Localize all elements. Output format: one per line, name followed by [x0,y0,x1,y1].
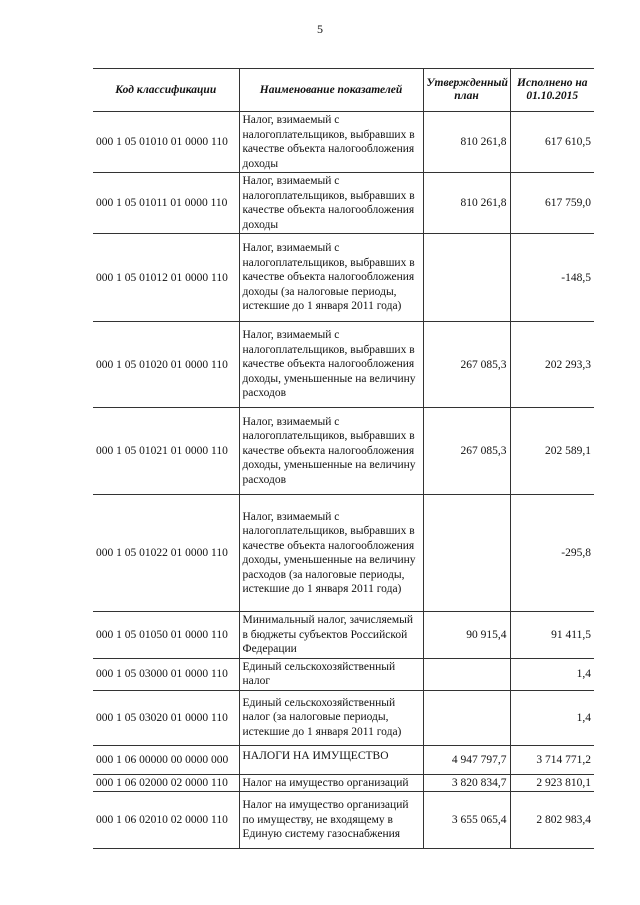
header-code: Код классификации [93,69,239,112]
cell-plan: 810 261,8 [423,173,510,234]
table-row [93,112,594,173]
table-row [93,612,594,659]
cell-name: Налог на имущество организаций по имуществу, не входящему в Единую систему газоснабжения [239,792,423,849]
table-row [93,322,594,408]
cell-code: 000 1 05 01012 01 0000 110 [93,234,239,322]
table-row [93,408,594,495]
cell-plan [423,234,510,322]
cell-code: 000 1 05 01010 01 0000 110 [93,112,239,173]
cell-plan [423,690,510,745]
cell-actual: -295,8 [510,495,594,612]
cell-plan: 267 085,3 [423,408,510,495]
table-row [93,792,594,849]
cell-name: Налог, взимаемый с налогоплательщиков, выбравших в качестве объекта налогообложения доходы [239,112,423,173]
header-name: Наименование показателей [239,69,423,112]
table-row [93,234,594,322]
cell-code: 000 1 05 01050 01 0000 110 [93,612,239,659]
cell-plan: 4 947 797,7 [423,745,510,774]
cell-name: Налог, взимаемый с налогоплательщиков, выбравших в качестве объекта налогообложения доходы, уменьшенные на величину расходов [239,408,423,495]
cell-actual: 2 923 810,1 [510,774,594,792]
cell-plan [423,658,510,690]
cell-code: 000 1 05 03000 01 0000 110 [93,658,239,690]
table-row [93,690,594,745]
cell-actual: 202 293,3 [510,322,594,408]
cell-code: 000 1 05 01011 01 0000 110 [93,173,239,234]
cell-plan: 267 085,3 [423,322,510,408]
cell-name: Единый сельскохозяйственный налог [239,658,423,690]
table-row [93,774,594,792]
budget-table [93,68,594,849]
cell-actual: 1,4 [510,658,594,690]
cell-code: 000 1 05 01021 01 0000 110 [93,408,239,495]
cell-actual: 3 714 771,2 [510,745,594,774]
table-row [93,173,594,234]
table-row [93,658,594,690]
cell-actual: 617 610,5 [510,112,594,173]
cell-name: Минимальный налог, зачисляемый в бюджеты субъектов Российской Федерации [239,612,423,659]
cell-plan: 3 655 065,4 [423,792,510,849]
header-actual: Исполнено на 01.10.2015 [510,69,594,112]
cell-plan: 3 820 834,7 [423,774,510,792]
page-number: 5 [317,22,323,36]
cell-name: Единый сельскохозяйственный налог (за налоговые периоды, истекшие до 1 января 2011 года) [239,690,423,745]
cell-code: 000 1 06 02000 02 0000 110 [93,774,239,792]
cell-name: Налог, взимаемый с налогоплательщиков, выбравших в качестве объекта налогообложения доходы (за налоговые периоды, истекшие до 1 января 2011 года) [239,234,423,322]
cell-actual: 91 411,5 [510,612,594,659]
cell-name: Налог, взимаемый с налогоплательщиков, выбравших в качестве объекта налогообложения доходы, уменьшенные на величину расходов (за налоговые периоды, истекшие до 1 января 2011 года) [239,495,423,612]
cell-plan: 90 915,4 [423,612,510,659]
cell-plan [423,495,510,612]
header-plan: Утвержденный план [423,69,510,112]
cell-code: 000 1 05 03020 01 0000 110 [93,690,239,745]
cell-name: НАЛОГИ НА ИМУЩЕСТВО [239,745,423,774]
cell-name: Налог на имущество организаций [239,774,423,792]
cell-actual: 1,4 [510,690,594,745]
cell-code: 000 1 05 01020 01 0000 110 [93,322,239,408]
cell-code: 000 1 05 01022 01 0000 110 [93,495,239,612]
table-header-row [93,69,594,112]
cell-actual: 2 802 983,4 [510,792,594,849]
cell-actual: 617 759,0 [510,173,594,234]
cell-name: Налог, взимаемый с налогоплательщиков, выбравших в качестве объекта налогообложения доходы [239,173,423,234]
cell-plan: 810 261,8 [423,112,510,173]
cell-name: Налог, взимаемый с налогоплательщиков, выбравших в качестве объекта налогообложения доходы, уменьшенные на величину расходов [239,322,423,408]
cell-actual: -148,5 [510,234,594,322]
cell-code: 000 1 06 00000 00 0000 000 [93,745,239,774]
table-row [93,745,594,774]
cell-code: 000 1 06 02010 02 0000 110 [93,792,239,849]
table-row [93,495,594,612]
cell-actual: 202 589,1 [510,408,594,495]
